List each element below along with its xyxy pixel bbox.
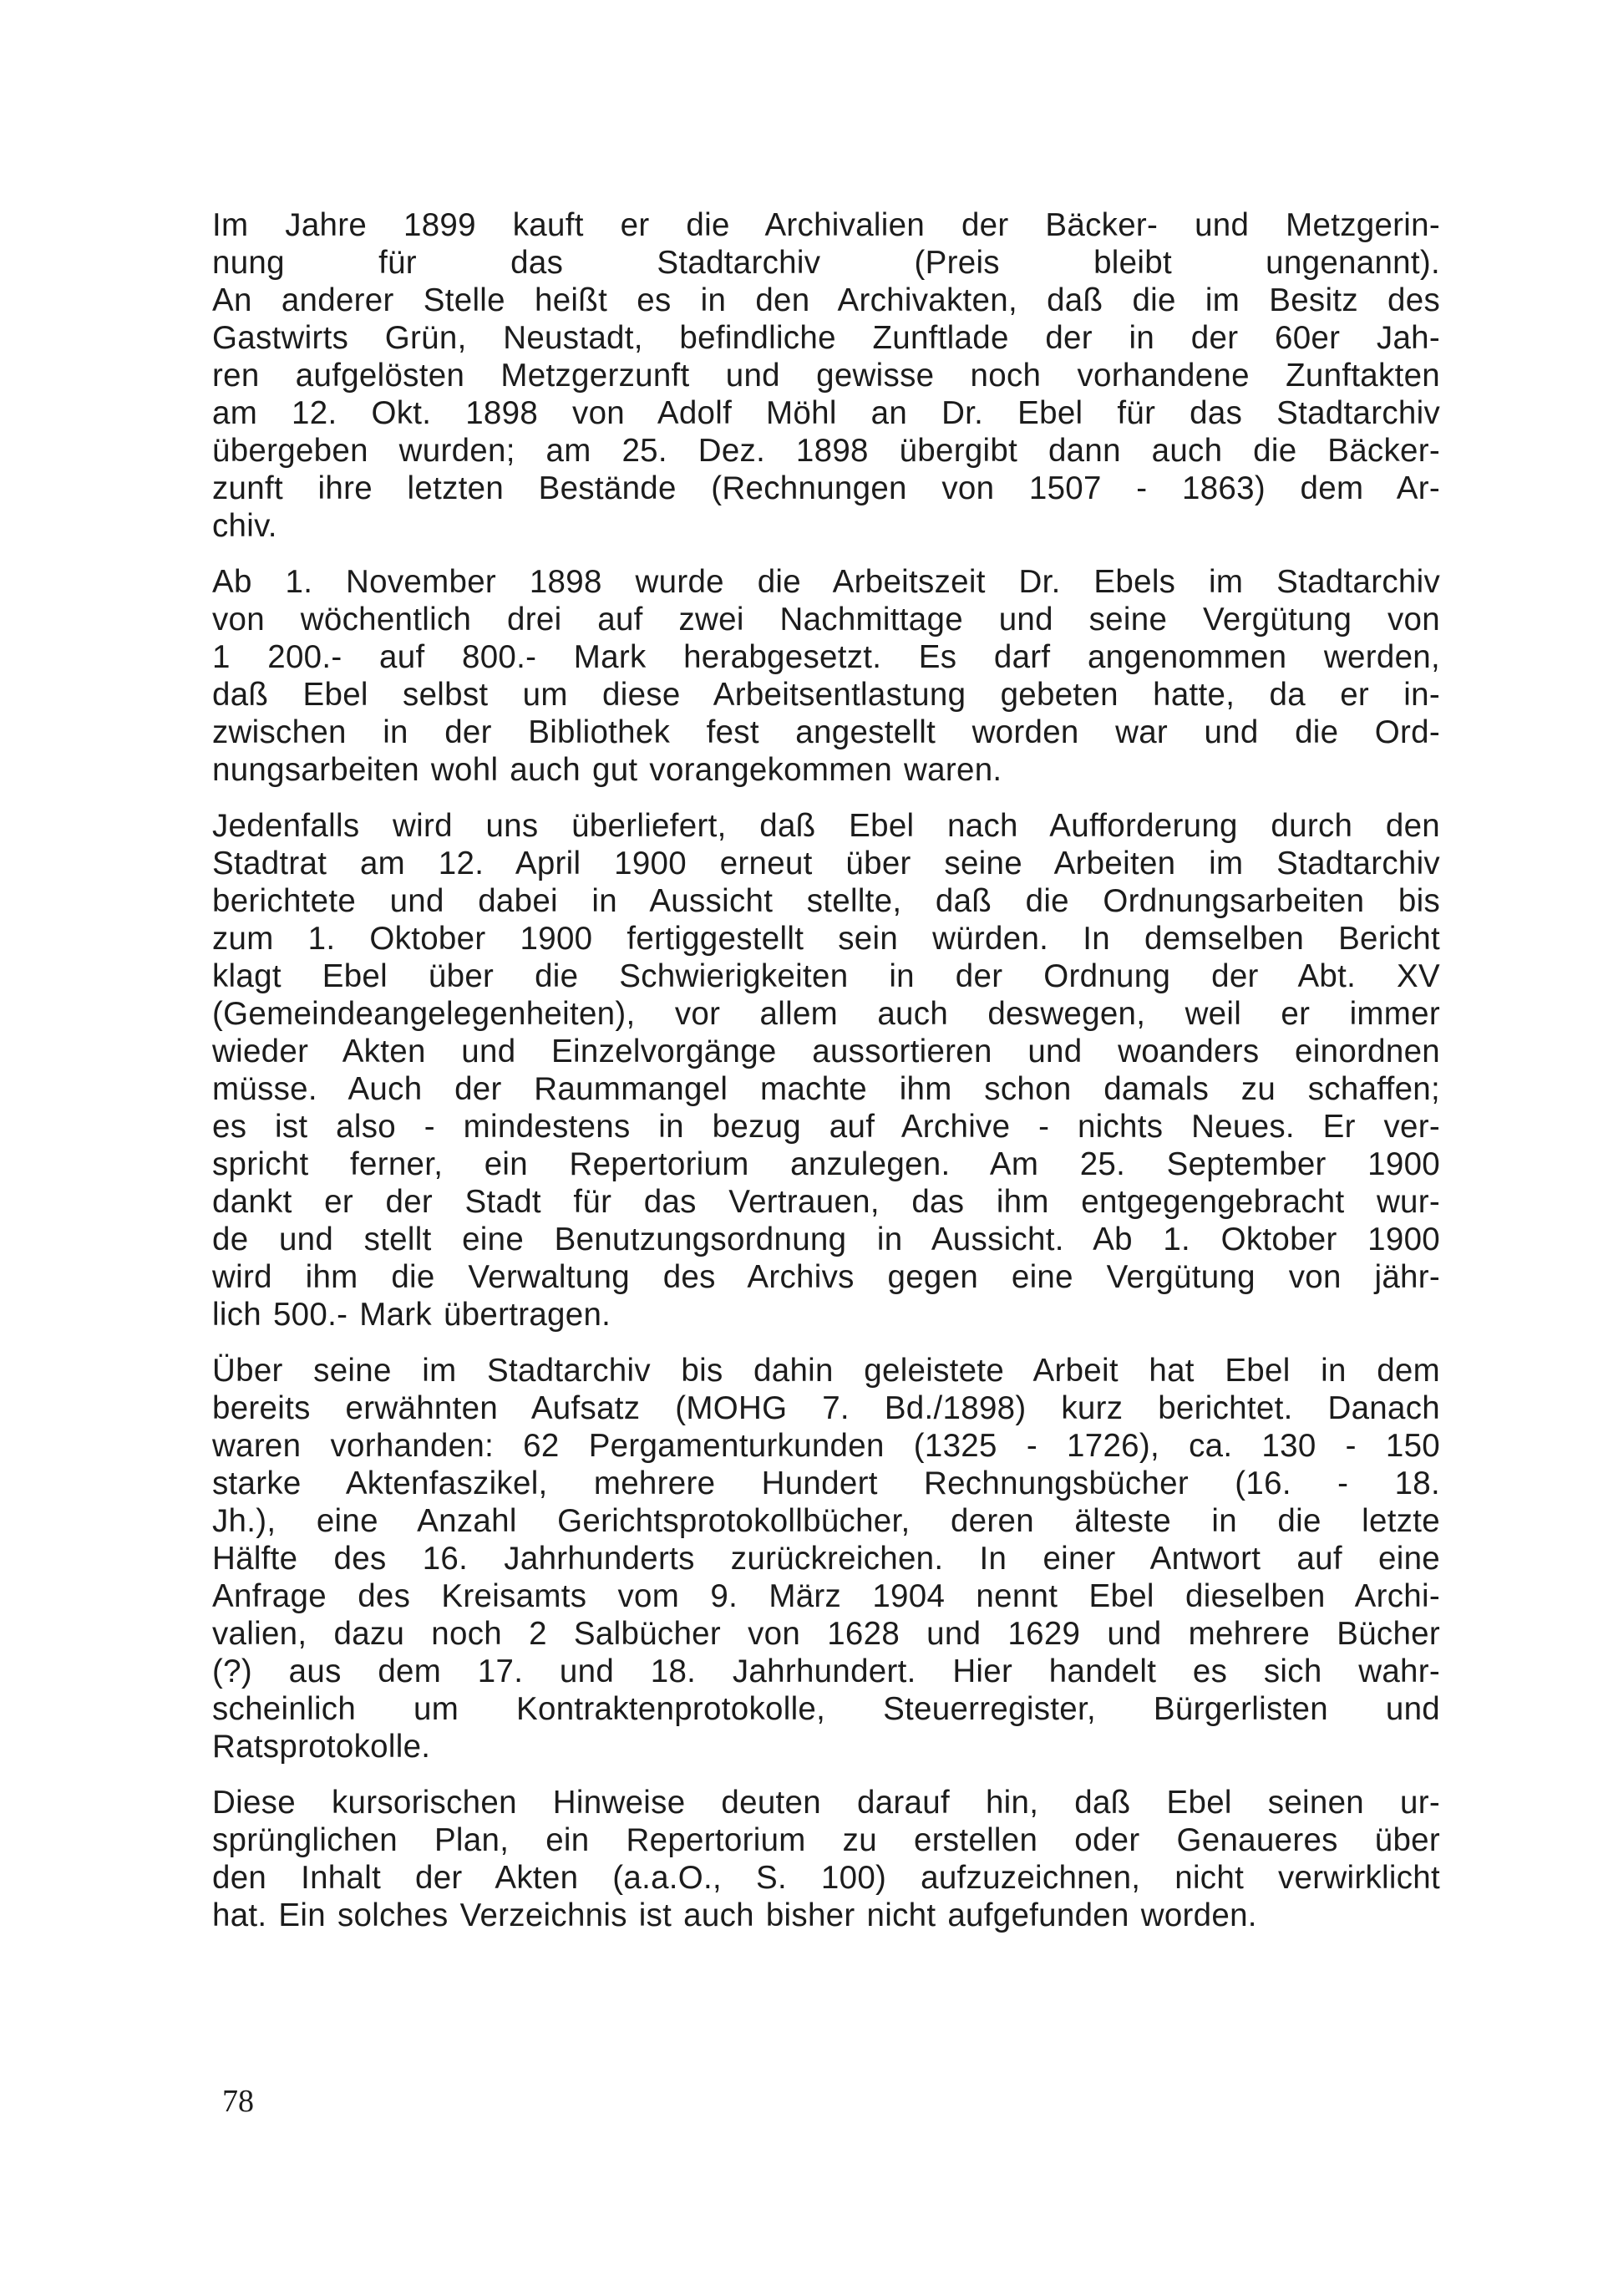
text-line: wird ihm die Verwaltung des Archivs gegen eine Vergütung von jähr- bbox=[212, 1259, 1440, 1295]
text-line: starke Aktenfaszikel, mehrere Hundert Rechnungsbücher (16. - 18. bbox=[212, 1465, 1440, 1501]
text-line: dankt er der Stadt für das Vertrauen, das ihm entgegengebracht wur- bbox=[212, 1184, 1440, 1220]
text-line: Ratsprotokolle. bbox=[212, 1729, 431, 1765]
text-line: ren aufgelösten Metzgerzunft und gewisse noch vorhandene Zunftakten bbox=[212, 358, 1440, 394]
text-line: zunft ihre letzten Bestände (Rechnungen von 1507 - 1863) dem Ar- bbox=[212, 470, 1440, 506]
paragraph bbox=[212, 1352, 1440, 1765]
text-line: (Gemeindeangelegenheiten), vor allem auch deswegen, weil er immer bbox=[212, 996, 1440, 1032]
text-line: berichtete und dabei in Aussicht stellte, daß die Ordnungsarbeiten bis bbox=[212, 883, 1440, 919]
body-text bbox=[212, 206, 1440, 1953]
text-line: waren vorhanden: 62 Pergamenturkunden (1325 - 1726), ca. 130 - 150 bbox=[212, 1428, 1440, 1464]
text-line: es ist also - mindestens in bezug auf Archive - nichts Neues. Er ver- bbox=[212, 1109, 1440, 1145]
text-line: zum 1. Oktober 1900 fertiggestellt sein würden. In demselben Bericht bbox=[212, 921, 1440, 957]
text-line: 1 200.- auf 800.- Mark herabgesetzt. Es darf angenommen werden, bbox=[212, 639, 1440, 675]
text-line: daß Ebel selbst um diese Arbeitsentlastung gebeten hatte, da er in- bbox=[212, 677, 1440, 713]
paragraph bbox=[212, 563, 1440, 789]
text-line: Stadtrat am 12. April 1900 erneut über seine Arbeiten im Stadtarchiv bbox=[212, 846, 1440, 881]
text-line: (?) aus dem 17. und 18. Jahrhundert. Hier handelt es sich wahr- bbox=[212, 1653, 1440, 1689]
text-line: Jh.), eine Anzahl Gerichtsprotokollbücher, deren älteste in die letzte bbox=[212, 1503, 1440, 1539]
text-line: valien, dazu noch 2 Salbücher von 1628 und 1629 und mehrere Bücher bbox=[212, 1616, 1440, 1652]
paragraph bbox=[212, 206, 1440, 545]
text-line: nungsarbeiten wohl auch gut vorangekommen waren. bbox=[212, 752, 1002, 788]
text-line: Über seine im Stadtarchiv bis dahin geleistete Arbeit hat Ebel in dem bbox=[212, 1353, 1440, 1389]
text-line: de und stellt eine Benutzungsordnung in Aussicht. Ab 1. Oktober 1900 bbox=[212, 1222, 1440, 1257]
text-line: chiv. bbox=[212, 508, 277, 544]
text-line: Im Jahre 1899 kauft er die Archivalien der Bäcker- und Metzgerin- bbox=[212, 207, 1440, 243]
text-line: bereits erwähnten Aufsatz (MOHG 7. Bd./1898) kurz berichtet. Danach bbox=[212, 1390, 1440, 1426]
text-line: Diese kursorischen Hinweise deuten darauf hin, daß Ebel seinen ur- bbox=[212, 1785, 1440, 1821]
text-line: zwischen in der Bibliothek fest angestellt worden war und die Ord- bbox=[212, 714, 1440, 750]
text-line: am 12. Okt. 1898 von Adolf Möhl an Dr. Ebel für das Stadtarchiv bbox=[212, 395, 1440, 431]
text-line: An anderer Stelle heißt es in den Archivakten, daß die im Besitz des bbox=[212, 282, 1440, 318]
text-line: Jedenfalls wird uns überliefert, daß Ebel nach Aufforderung durch den bbox=[212, 808, 1440, 844]
text-line: Ab 1. November 1898 wurde die Arbeitszeit Dr. Ebels im Stadtarchiv bbox=[212, 564, 1440, 600]
text-line: nung für das Stadtarchiv (Preis bleibt ungenannt). bbox=[212, 245, 1440, 281]
text-line: spricht ferner, ein Repertorium anzulegen. Am 25. September 1900 bbox=[212, 1146, 1440, 1182]
paragraph bbox=[212, 807, 1440, 1333]
text-line: übergeben wurden; am 25. Dez. 1898 übergibt dann auch die Bäcker- bbox=[212, 433, 1440, 469]
text-line: müsse. Auch der Raummangel machte ihm schon damals zu schaffen; bbox=[212, 1071, 1440, 1107]
text-line: hat. Ein solches Verzeichnis ist auch bisher nicht aufgefunden worden. bbox=[212, 1897, 1257, 1933]
text-line: Gastwirts Grün, Neustadt, befindliche Zunftlade der in der 60er Jah- bbox=[212, 320, 1440, 356]
text-line: klagt Ebel über die Schwierigkeiten in der Ordnung der Abt. XV bbox=[212, 958, 1440, 994]
paragraph bbox=[212, 1784, 1440, 1934]
text-line: von wöchentlich drei auf zwei Nachmittage und seine Vergütung von bbox=[212, 602, 1440, 637]
text-line: sprünglichen Plan, ein Repertorium zu erstellen oder Genaueres über bbox=[212, 1822, 1440, 1858]
text-line: scheinlich um Kontraktenprotokolle, Steuerregister, Bürgerlisten und bbox=[212, 1691, 1440, 1727]
text-line: lich 500.- Mark übertragen. bbox=[212, 1297, 611, 1333]
text-line: den Inhalt der Akten (a.a.O., S. 100) aufzuzeichnen, nicht verwirklicht bbox=[212, 1860, 1440, 1896]
text-line: Anfrage des Kreisamts vom 9. März 1904 nennt Ebel dieselben Archi- bbox=[212, 1578, 1440, 1614]
text-line: wieder Akten und Einzelvorgänge aussortieren und woanders einordnen bbox=[212, 1034, 1440, 1069]
page-number: 78 bbox=[222, 2084, 254, 2119]
text-line: Hälfte des 16. Jahrhunderts zurückreichen. In einer Antwort auf eine bbox=[212, 1541, 1440, 1577]
